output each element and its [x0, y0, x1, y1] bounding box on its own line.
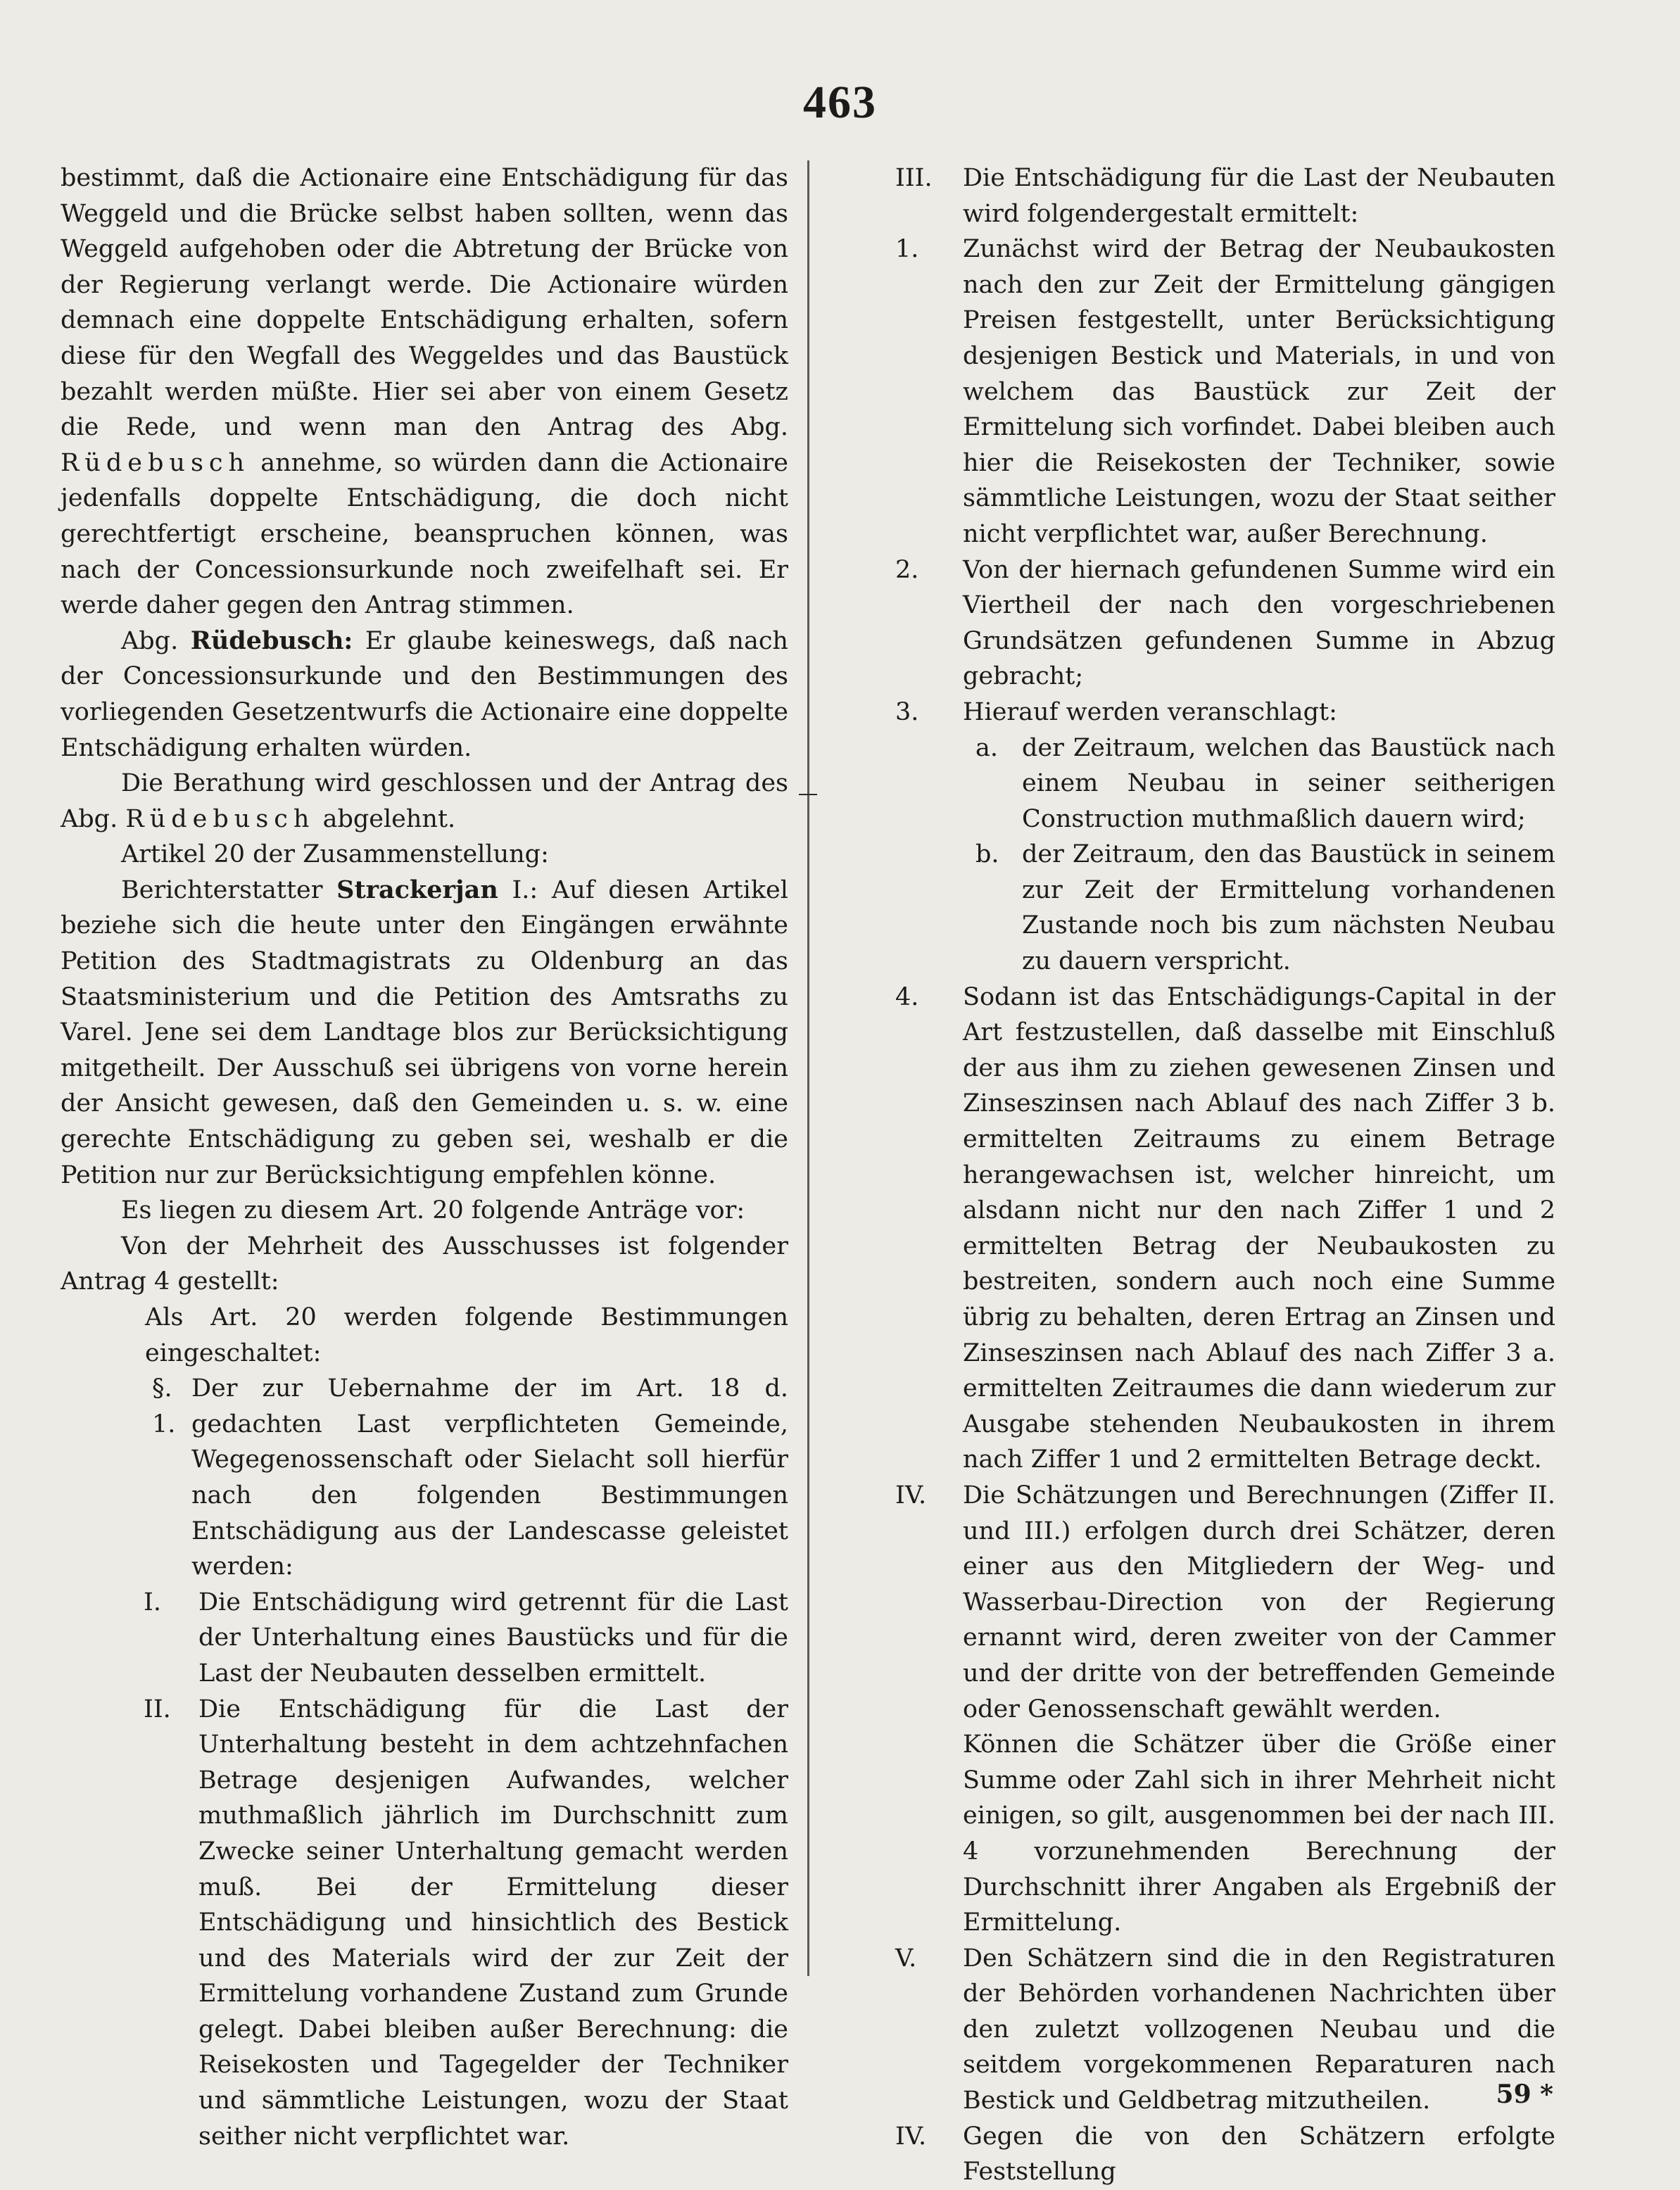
item-label: 1. — [895, 235, 919, 264]
item-text: Zunächst wird der Betrag der Neubaukosten nach den zur Zeit der Ermittelung gängigen Preisen festgestellt, unter Berücksichtigung desjenigen Bestick und Materials, in und von welchem das Baustück zur Zeit der Ermittelung sich vorfindet. Dabei bleiben auch hier die Reisekosten der Techniker, sowie sämmtliche Leistungen, wozu der Staat seither nicht verpflichtet war, außer Berechnung. — [963, 235, 1555, 548]
paragraph: Es liegen zu diesem Art. 20 folgende Anträge vor: — [121, 1196, 745, 1225]
list-item — [838, 1478, 1555, 1727]
item-label: a. — [975, 733, 998, 762]
item-text: der Zeitraum, den das Baustück in seinem zur Zeit der Ermittelung vorhandenen Zustande noch bis zum nächsten Neubau zu dauern verspricht. — [1022, 840, 1555, 976]
item-label: V. — [895, 1944, 917, 1973]
list-item — [838, 1941, 1555, 2119]
paragraph: bestimmt, daß die Actionaire eine Entschädigung für das Weggeld und die Brücke selbst haben sollten, wenn das Weggeld aufgehoben oder die Abtretung der Brücke von der Regierung verlangt werde. Die Actionaire würden demnach eine doppelte Entschädigung erhalten, sofern diese für den Wegfall des Weggeldes und das Baustück bezahlt werden müßte. Hier sei aber von einem Gesetz die Rede, und wenn man den Antrag des Abg. Rüdebusch annehme, so würden dann die Actionaire jedenfalls doppelte Entschädigung, die doch nicht gerechtfertigt erscheine, beanspruchen können, was nach der Concessionsurkunde noch zweifelhaft sei. Er werde daher gegen den Antrag stimmen. — [61, 164, 788, 620]
list-item — [838, 730, 1555, 837]
paragraph: Berichterstatter Strackerjan I.: Auf diesen Artikel beziehe sich die heute unter den Eingängen erwähnte Petition des Stadtmagistrats zu Oldenburg an das Staatsministerium und die Petition des Amtsraths zu Varel. Jene sei dem Landtage blos zur Berücksichtigung mitgetheilt. Der Ausschuß sei übrigens von vorne herein der Ansicht gewesen, daß den Gemeinden u. s. w. eine gerechte Entschädigung zu geben sei, weshalb er die Petition nur zur Berücksichtigung empfehlen könne. — [61, 875, 788, 1189]
speaker-name: Rüdebusch: — [190, 626, 353, 655]
item-label: I. — [144, 1588, 161, 1616]
right-column — [838, 160, 1555, 2190]
item-text: Von der hiernach gefundenen Summe wird ein Viertheil der nach den vorgeschriebenen Grundsätzen gefundenen Summe in Abzug gebracht; — [963, 555, 1555, 691]
paragraph: Die Berathung wird geschlossen und der Antrag des Abg. Rüdebusch abgelehnt. — [61, 769, 788, 833]
divider-mark — [799, 794, 817, 795]
item-text: Die Entschädigung wird getrennt für die Last der Unterhaltung eines Baustücks und für die Last der Neubauten desselben ermittelt. — [198, 1588, 788, 1688]
list-item — [838, 2119, 1555, 2190]
list-item — [838, 837, 1555, 979]
list-item — [61, 1585, 788, 1692]
article-heading: Artikel 20 der Zusammenstellung: — [121, 840, 549, 869]
paragraph: Können die Schätzer über die Größe einer Summe oder Zahl sich in ihrer Mehrheit nicht einigen, so gilt, ausgenommen bei der nach III. 4 vorzunehmenden Berechnung der Durchschnitt ihrer Angaben als Ergebniß der Ermittelung. — [963, 1730, 1555, 1937]
signature-mark: 59 * — [1496, 2080, 1553, 2109]
paragraph: Als Art. 20 werden folgende Bestimmungen eingeschaltet: — [145, 1303, 788, 1367]
item-text: Sodann ist das Entschädigungs-Capital in der Art festzustellen, daß dasselbe mit Einschluß der aus ihm zu ziehen gewesenen Zinsen und Zinseszinsen nach Ablauf des nach Ziffer 3 b. ermittelten Zeitraums zu einem Betrage herangewachsen ist, welcher hinreicht, um alsdann nicht nur den nach Ziffer 1 und 2 ermittelten Betrag der Neubaukosten zu bestreiten, sondern auch noch eine Summe übrig zu behalten, deren Ertrag an Zinsen und Zinseszinsen nach Ablauf des nach Ziffer 3 a. ermittelten Zeitraumes die dann wiederum zur Ausgabe stehenden Neubaukosten in ihrem nach Ziffer 1 und 2 ermittelten Betrage deckt. — [963, 982, 1555, 1474]
list-item — [838, 980, 1555, 1478]
list-item — [838, 160, 1555, 232]
item-label: 3. — [895, 697, 919, 726]
page-number: 463 — [803, 77, 877, 128]
item-text: Gegen die von den Schätzern erfolgte Feststellung — [963, 2122, 1555, 2186]
paragraph: Abg. Rüdebusch: Er glaube keineswegs, daß nach der Concessionsurkunde und den Bestimmungen des vorliegenden Gesetzentwurfs die Actionaire eine doppelte Entschädigung erhalten würden. — [61, 626, 788, 762]
item-text: Der zur Uebernahme der im Art. 18 d. gedachten Last verpflichteten Gemeinde, Wegegenossenschaft oder Sielacht soll hierfür nach den folgenden Bestimmungen Entschädigung aus der Landescasse geleistet werden: — [191, 1374, 788, 1581]
list-item — [838, 552, 1555, 695]
item-label: 2. — [895, 555, 919, 584]
item-text: der Zeitraum, welchen das Baustück nach einem Neubau in seiner seitherigen Construction muthmaßlich dauern wird; — [1022, 733, 1555, 833]
item-label: 4. — [895, 982, 919, 1011]
item-text: Den Schätzern sind die in den Registraturen der Behörden vorhandenen Nachrichten über den zuletzt vollzogenen Neubau und die seitdem vorgekommenen Reparaturen nach Bestick und Geldbetrag mitzutheilen. — [963, 1944, 1555, 2115]
paragraph: Von der Mehrheit des Ausschusses ist folgender Antrag 4 gestellt: — [61, 1232, 788, 1296]
item-label: IV. — [895, 2122, 927, 2151]
item-label: IV. — [895, 1481, 927, 1509]
item-label: §. 1. — [152, 1374, 176, 1438]
item-label: III. — [895, 164, 933, 192]
item-text: Die Entschädigung für die Last der Neubauten wird folgendergestalt ermittelt: — [963, 164, 1555, 228]
speaker-name: Rüdebusch — [61, 448, 251, 477]
list-item — [61, 1692, 788, 2155]
item-label: b. — [975, 840, 999, 869]
item-text: Hierauf werden veranschlagt: — [963, 697, 1337, 726]
list-item — [838, 695, 1555, 730]
speaker-name: Rüdebusch — [125, 804, 315, 833]
speaker-name: Strackerjan — [336, 875, 498, 904]
list-item — [838, 232, 1555, 552]
item-text: Die Schätzungen und Berechnungen (Ziffer II. und III.) erfolgen durch drei Schätzer, deren einer aus den Mitgliedern der Weg- und Wasserbau-Direction von der Regierung ernannt wird, deren zweiter von der Cammer und der dritte von der betreffenden Gemeinde oder Genossenschaft gewählt werden. — [963, 1481, 1555, 1723]
left-column — [61, 160, 788, 2154]
item-label: II. — [144, 1695, 171, 1723]
item-text: Die Entschädigung für die Last der Unterhaltung besteht in dem achtzehnfachen Betrage desjenigen Aufwandes, welcher muthmaßlich jährlich im Durchschnitt zum Zwecke seiner Unterhaltung gemacht werden muß. Bei der Ermittelung dieser Entschädigung und hinsichtlich des Bestick und des Materials wird der zur Zeit der Ermittelung vorhandene Zustand zum Grunde gelegt. Dabei bleiben außer Berechnung: die Reisekosten und Tagegelder der Techniker und sämmtliche Leistungen, wozu der Staat seither nicht verpflichtet war. — [198, 1695, 788, 2151]
section-item — [61, 1371, 788, 1585]
column-divider — [807, 160, 809, 1976]
